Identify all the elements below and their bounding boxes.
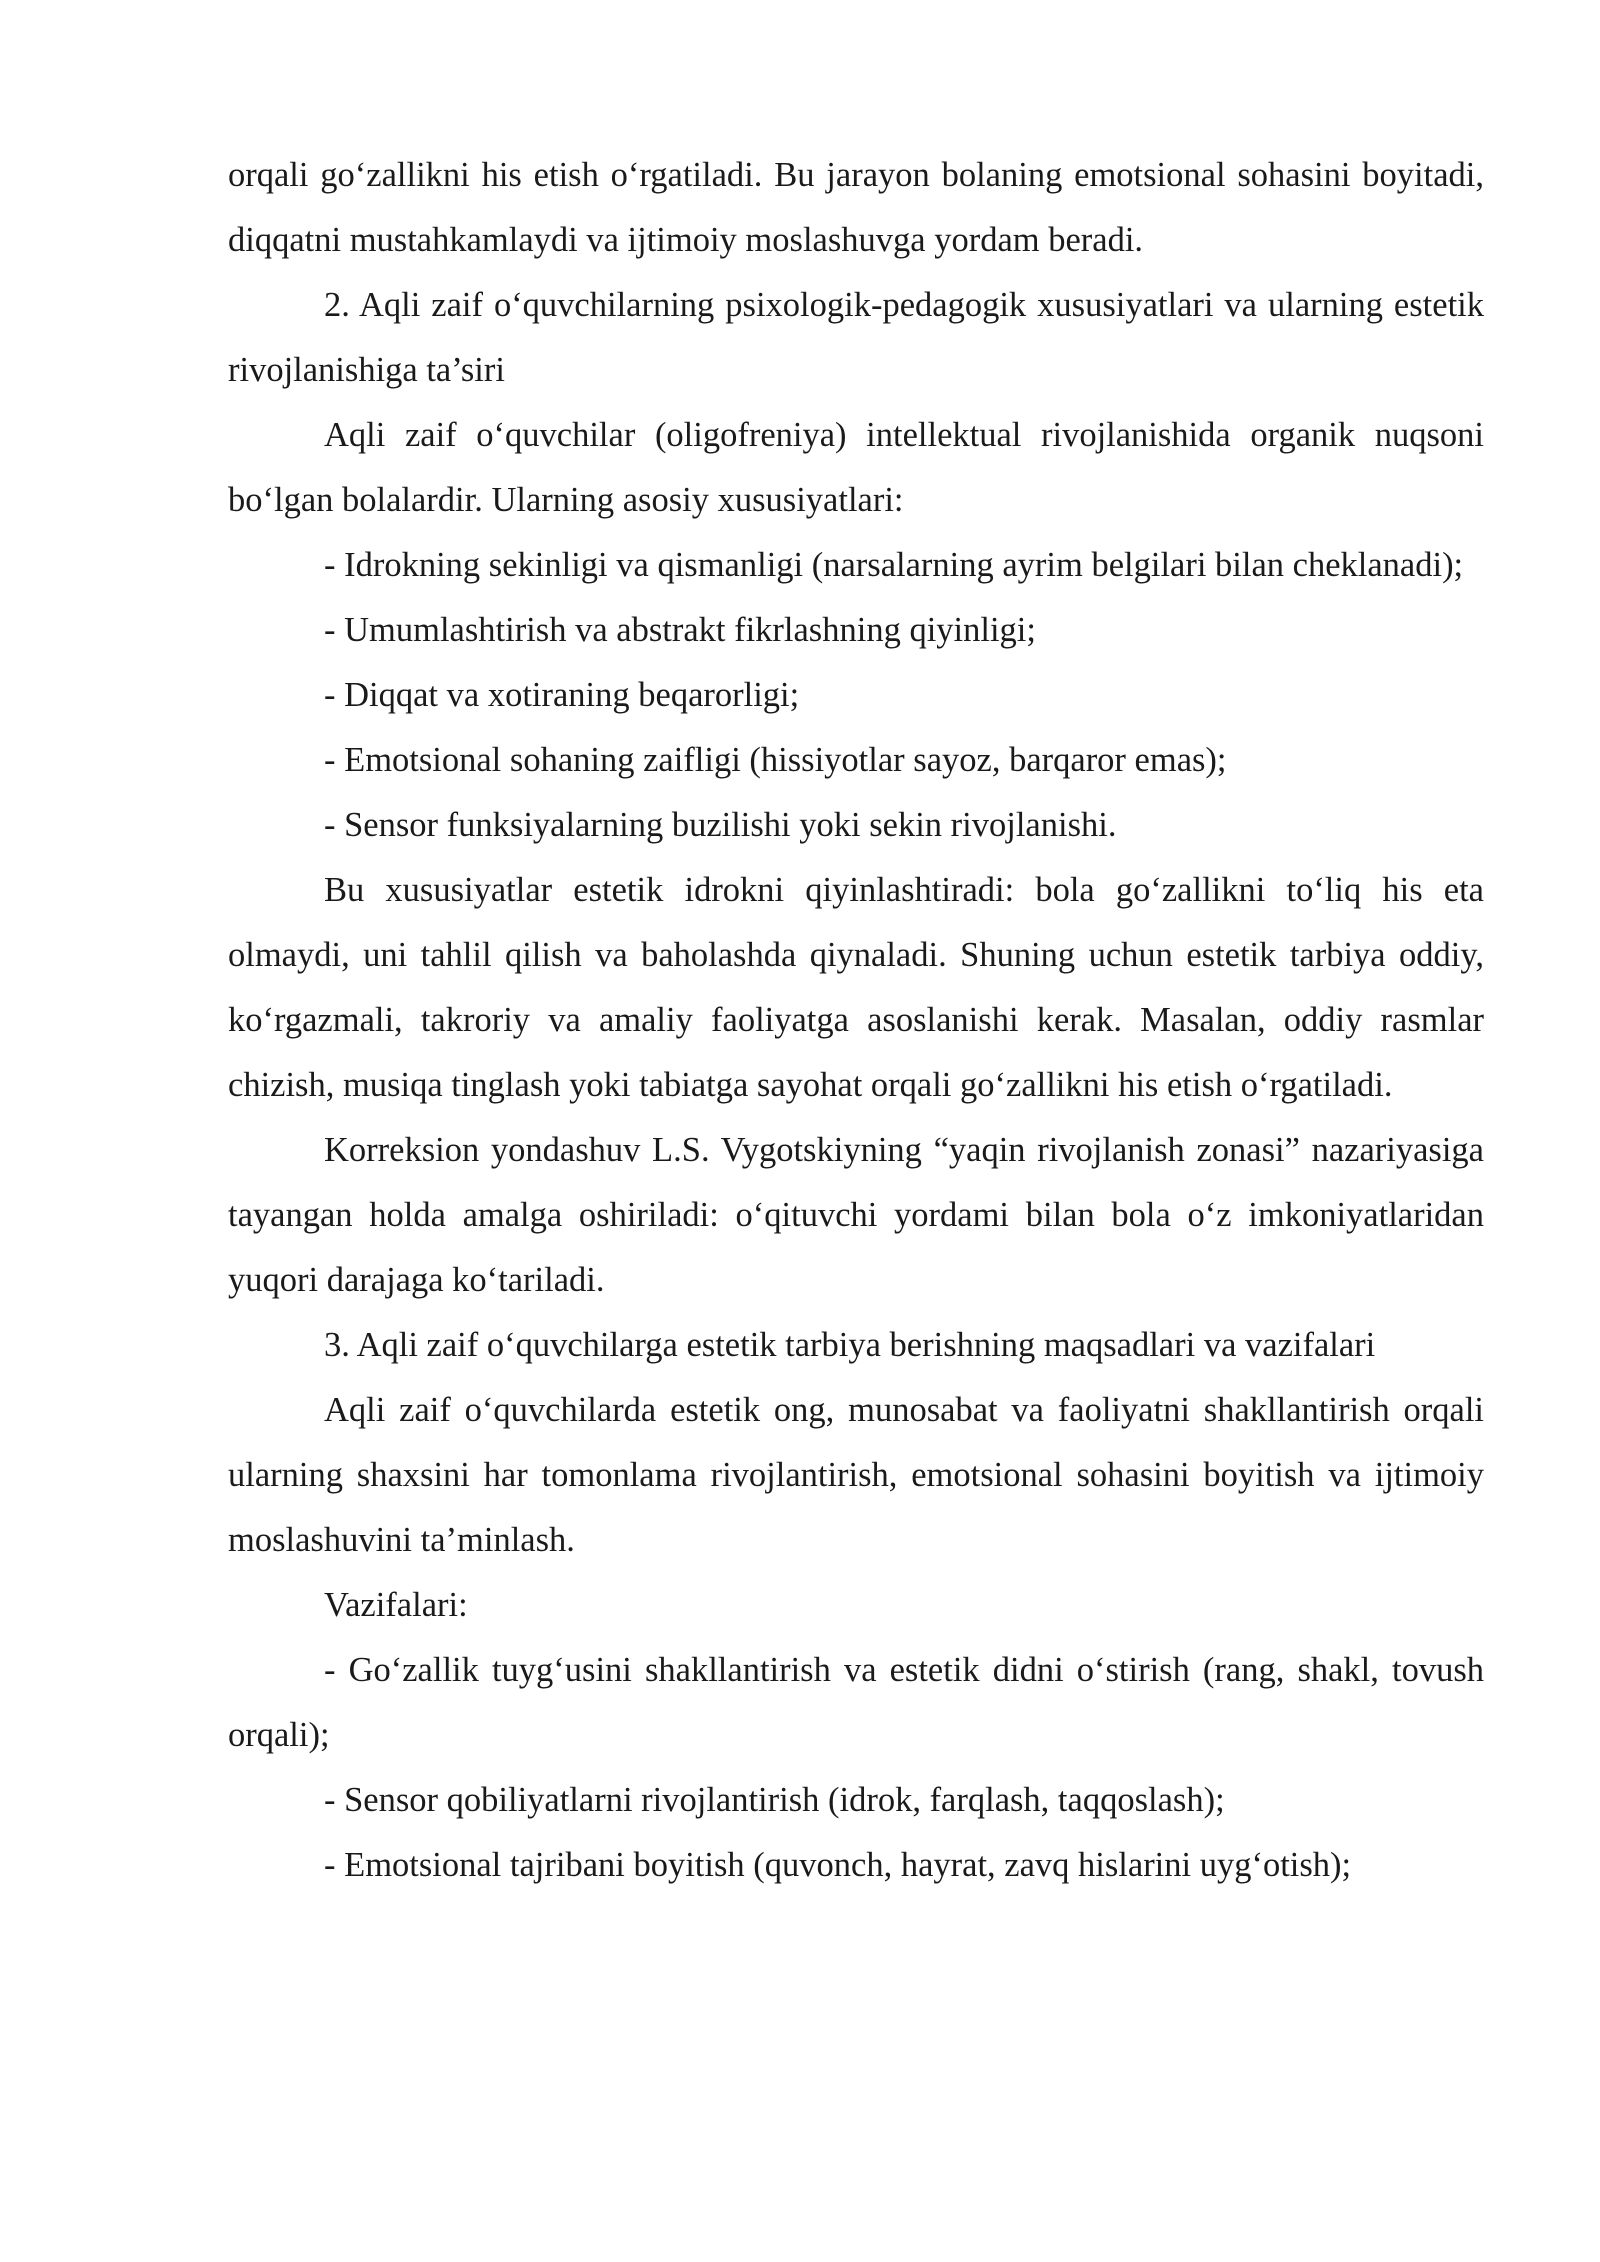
list-item-4: - Emotsional sohaning zaifligi (hissiyotlar sayoz, barqaror emas); <box>324 741 1227 779</box>
document-page <box>228 143 1484 1898</box>
tasks-heading: Vazifalari: <box>324 1586 468 1624</box>
paragraph-4: Korreksion yondashuv L.S. Vygotskiyning “yaqin rivojlanish zonasi” nazariyasiga tayangan holda amalga oshiriladi: o‘qituvchi yordami bilan bola o‘z imkoniyatlaridan yuqori darajaga ko‘tariladi. <box>228 1131 1484 1299</box>
list-item-1: - Idrokning sekinligi va qismanligi (narsalarning ayrim belgilari bilan cheklanadi); <box>324 546 1464 584</box>
section-heading-3: 3. Aqli zaif o‘quvchilarga estetik tarbiya berishning maqsadlari va vazifalari <box>324 1326 1376 1364</box>
list-item-3: - Diqqat va xotiraning beqarorligi; <box>324 676 800 714</box>
section-heading-2: 2. Aqli zaif o‘quvchilarning psixologik-pedagogik xususiyatlari va ularning estetik rivojlanishiga ta’siri <box>228 286 1484 389</box>
paragraph-5: Aqli zaif o‘quvchilarda estetik ong, munosabat va faoliyatni shakllantirish orqali ularning shaxsini har tomonlama rivojlantirish, emotsional sohasini boyitish va ijtimoiy moslashuvini ta’minlash. <box>228 1391 1484 1559</box>
list-item-2: - Umumlashtirish va abstrakt fikrlashning qiyinligi; <box>324 611 1036 649</box>
paragraph-3: Bu xususiyatlar estetik idrokni qiyinlashtiradi: bola go‘zallikni to‘liq his eta olmaydi, uni tahlil qilish va baholashda qiynaladi. Shuning uchun estetik tarbiya oddiy, ko‘rgazmali, takroriy va amaliy faoliyatga asoslanishi kerak. Masalan, oddiy rasmlar chizish, musiqa tinglash yoki tabiatga sayohat orqali go‘zallikni his etish o‘rgatiladi. <box>228 871 1484 1104</box>
task-item-3: - Emotsional tajribani boyitish (quvonch, hayrat, zavq hislarini uyg‘otish); <box>324 1846 1352 1884</box>
paragraph-1: orqali go‘zallikni his etish o‘rgatiladi. Bu jarayon bolaning emotsional sohasini boyitadi, diqqatni mustahkamlaydi va ijtimoiy moslashuvga yordam beradi. <box>228 156 1484 259</box>
task-item-1: - Go‘zallik tuyg‘usini shakllantirish va estetik didni o‘stirish (rang, shakl, tovush orqali); <box>228 1651 1484 1754</box>
paragraph-2: Aqli zaif o‘quvchilar (oligofreniya) intellektual rivojlanishida organik nuqsoni bo‘lgan bolalardir. Ularning asosiy xususiyatlari: <box>228 416 1484 519</box>
task-item-2: - Sensor qobiliyatlarni rivojlantirish (idrok, farqlash, taqqoslash); <box>324 1781 1225 1819</box>
list-item-5: - Sensor funksiyalarning buzilishi yoki sekin rivojlanishi. <box>324 806 1117 844</box>
